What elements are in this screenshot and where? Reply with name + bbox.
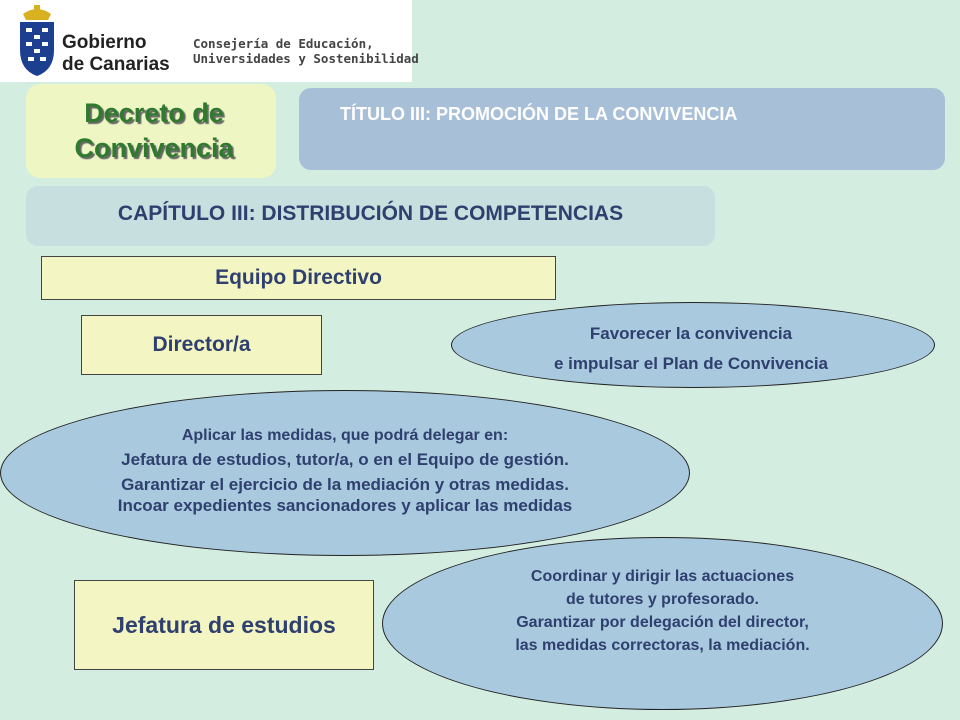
ellipse-3-line-3: Garantizar por delegación del director, <box>516 614 809 631</box>
ellipse-2-line-3: Garantizar el ejercicio de la mediación y otras medidas. <box>121 475 569 494</box>
ellipse-2-line-1: Aplicar las medidas, que podrá delegar en: <box>181 427 509 444</box>
coat-of-arms-icon <box>14 4 60 78</box>
ellipse-3-line-2: de tutores y profesorado. <box>566 591 759 608</box>
department-name <box>193 36 419 66</box>
capitulo-heading: CAPÍTULO III: DISTRIBUCIÓN DE COMPETENCIAS <box>117 202 624 225</box>
department-line-2: Universidades y Sostenibilidad <box>193 51 419 66</box>
logo-line-2: de Canarias <box>62 54 170 75</box>
director-ellipse-1-text <box>451 319 931 379</box>
ellipse-1-line-2: e impulsar el Plan de Convivencia <box>554 354 828 373</box>
director-ellipse-2-text <box>0 425 690 517</box>
jefatura-ellipse-text <box>382 565 943 657</box>
titulo-heading: TÍTULO III: PROMOCIÓN DE LA CONVIVENCIA <box>340 104 738 124</box>
ellipse-2-line-4: Incoar expedientes sancionadores y aplicar las medidas <box>117 496 573 515</box>
decreto-title-line-1: Decreto de <box>84 98 224 128</box>
jefatura-box: Jefatura de estudios <box>74 580 374 670</box>
decreto-title <box>44 96 264 166</box>
ellipse-3-line-4: las medidas correctoras, la mediación. <box>515 637 810 654</box>
ellipse-1-line-1: Favorecer la convivencia <box>589 324 793 343</box>
ellipse-2-line-2: Jefatura de estudios, tutor/a, o en el Equipo de gestión. <box>121 450 569 469</box>
department-line-1: Consejería de Educación, <box>193 36 374 51</box>
director-box: Director/a <box>81 315 322 375</box>
equipo-directivo-box: Equipo Directivo <box>41 256 556 300</box>
decreto-title-line-2: Convivencia <box>74 133 234 163</box>
ellipse-3-line-1: Coordinar y dirigir las actuaciones <box>530 568 795 585</box>
titulo-panel <box>299 88 945 170</box>
logo-wordmark <box>62 32 170 76</box>
logo-line-1: Gobierno <box>62 32 147 53</box>
